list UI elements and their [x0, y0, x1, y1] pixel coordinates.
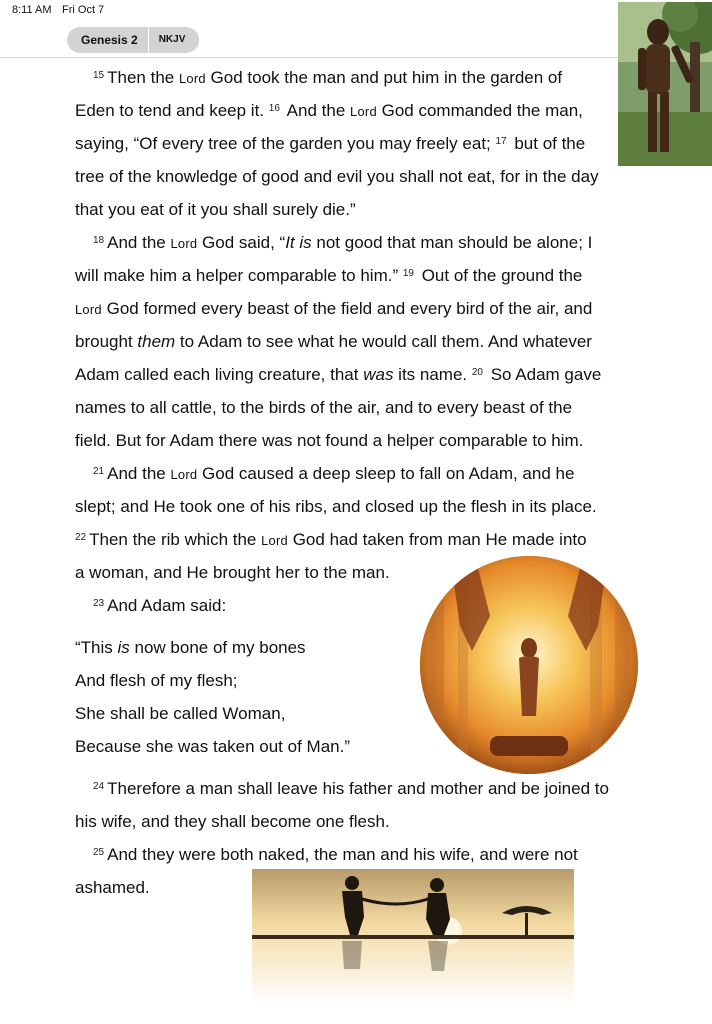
verse-text: now bone of my bones — [129, 638, 306, 657]
text-line: that you eat of it you shall surely die.” — [75, 200, 356, 219]
text-line: names to all cattle, to the birds of the air, and to every beast of the — [75, 398, 573, 417]
text-line — [75, 838, 578, 871]
verse-number[interactable]: 15 — [93, 70, 105, 81]
text-line — [75, 61, 599, 94]
italic-text: is — [117, 638, 130, 657]
verse-number[interactable]: 24 — [93, 781, 105, 792]
paragraph-v23 — [75, 589, 226, 622]
lord-smallcaps: Lord — [170, 467, 198, 482]
verse-text: God formed every beast of the field and every bird of the air, and — [101, 299, 593, 318]
verse-text: Then the — [107, 68, 179, 87]
status-bar — [0, 0, 712, 22]
paragraph-v24 — [75, 772, 609, 838]
text-line — [75, 259, 601, 292]
verse-text: to Adam to see what he would call them. And whatever — [175, 332, 592, 351]
lord-smallcaps: Lord — [170, 236, 198, 251]
verse-number[interactable]: 16 — [268, 103, 280, 114]
text-line — [75, 589, 226, 622]
verse-text: brought — [75, 332, 138, 351]
verse-text: So Adam gave — [486, 365, 602, 384]
adam-illustration — [618, 2, 712, 166]
verse-text: “This — [75, 638, 118, 657]
verse-text: will make him a helper comparable to him.” — [75, 266, 403, 285]
italic-text: them — [137, 332, 176, 351]
verse-text: God took the man and put him in the garden of — [205, 68, 563, 87]
lord-smallcaps: Lord — [261, 533, 288, 548]
verse-number[interactable]: 25 — [93, 847, 105, 858]
couple-sunset-illustration — [252, 869, 574, 1004]
paragraph-v15-17 — [75, 61, 599, 226]
text-line — [75, 523, 597, 556]
verse-number[interactable]: 20 — [471, 367, 483, 378]
version-button[interactable]: NKJV — [158, 34, 186, 45]
text-line — [75, 226, 601, 259]
verse-text: God caused a deep sleep to fall on Adam, and he — [197, 464, 575, 483]
text-line — [75, 457, 597, 490]
poem-line — [75, 631, 350, 664]
text-line: a woman, and He brought her to the man. — [75, 563, 390, 582]
adam-garden-image — [618, 2, 712, 166]
text-line — [75, 94, 599, 127]
text-line: his wife, and they shall become one flesh. — [75, 812, 390, 831]
status-time: 8:11 AM — [12, 4, 52, 16]
verse-number[interactable]: 21 — [93, 466, 105, 477]
text-line — [75, 358, 601, 391]
verse-text: Then the rib which the — [89, 530, 262, 549]
eve-creation-image — [420, 556, 638, 774]
text-line — [75, 772, 609, 805]
italic-text: It is — [285, 233, 312, 252]
poem-line: She shall be called Woman, — [75, 704, 286, 723]
verse-text: Out of the ground the — [416, 266, 583, 285]
verse-text: And they were both naked, the man and his wife, and were not — [107, 845, 578, 864]
verse-text: Therefore a man shall leave his father and mother and be joined to — [107, 779, 609, 798]
book-chapter-button[interactable]: Genesis 2 — [67, 27, 149, 53]
paragraph-v18-20 — [75, 226, 601, 457]
verse-text: And the — [107, 233, 171, 252]
verse-text: Eden to tend and keep it. — [75, 101, 269, 120]
verse-number[interactable]: 18 — [93, 235, 105, 246]
header-divider — [0, 57, 712, 58]
verse-text: And the — [282, 101, 351, 120]
verse-number[interactable]: 23 — [93, 598, 105, 609]
poem-line: And flesh of my flesh; — [75, 671, 238, 690]
reference-pill — [67, 27, 199, 53]
verse-text: God commanded the man, — [376, 101, 583, 120]
text-line: ashamed. — [75, 878, 150, 897]
text-line: tree of the knowledge of good and evil you shall not eat, for in the day — [75, 167, 599, 186]
verse-number[interactable]: 17 — [495, 136, 507, 147]
text-line — [75, 325, 601, 358]
italic-text: was — [363, 365, 394, 384]
text-line: slept; and He took one of his ribs, and closed up the flesh in its place. — [75, 497, 597, 516]
verse-text: saying, “Of every tree of the garden you may freely eat; — [75, 134, 496, 153]
verse-text: And the — [107, 464, 171, 483]
verse-text: its name. — [393, 365, 472, 384]
lord-smallcaps: Lord — [178, 71, 206, 86]
verse-number[interactable]: 22 — [75, 532, 87, 543]
lord-smallcaps: Lord — [350, 104, 377, 119]
couple-sunset-image — [252, 869, 574, 1004]
eve-illustration — [420, 556, 638, 774]
status-date: Fri Oct 7 — [62, 4, 105, 16]
poem-block — [75, 631, 350, 763]
text-line — [75, 292, 601, 325]
lord-smallcaps: Lord — [75, 302, 102, 317]
verse-text: God said, “ — [197, 233, 286, 252]
text-line — [75, 127, 599, 160]
verse-text: but of the — [509, 134, 586, 153]
verse-number[interactable]: 19 — [402, 268, 414, 279]
verse-text: not good that man should be alone; I — [311, 233, 593, 252]
poem-line: Because she was taken out of Man.” — [75, 737, 350, 756]
verse-text: And Adam said: — [107, 596, 227, 615]
verse-text: Adam called each living creature, that — [75, 365, 364, 384]
text-line: field. But for Adam there was not found a helper comparable to him. — [75, 431, 584, 450]
verse-text: God had taken from man He made into — [287, 530, 587, 549]
